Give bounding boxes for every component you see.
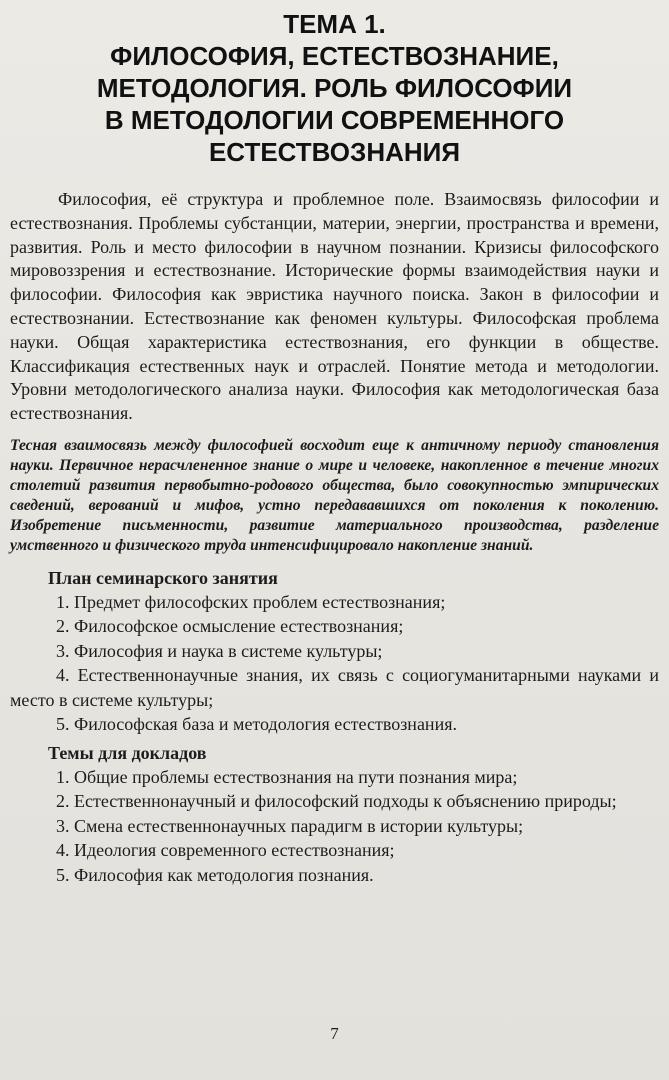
report-topics-heading: Темы для докладов — [48, 742, 207, 763]
report-topic-item: 3. Смена естественнонаучных парадигм в истории культуры; — [56, 815, 524, 836]
report-topics-list — [10, 765, 659, 888]
title-line: ЕСТЕСТВОЗНАНИЯ — [208, 137, 461, 167]
seminar-plan-item: 5. Философская база и методология естествознания. — [56, 714, 457, 735]
report-topic-item: 4. Идеология современного естествознания; — [56, 840, 395, 861]
title-line: МЕТОДОЛОГИЯ. РОЛЬ ФИЛОСОФИИ — [96, 73, 573, 103]
topic-summary-paragraph: Философия, её структура и проблемное поле. Взаимосвязь философии и естествознания. Проблемы субстанции, материи, энергии, пространства и времени, развития. Роль и место философии в научном познании. Кризисы философского мировоззрения и естествознание. Исторические формы взаимодействия науки и философии. Философия как эвристика научного поиска. Закон в философии и естествознании. Естествознание как феномен культуры. Философская проблема науки. Общая характеристика естествознания, его функции в обществе. Классификация естественных наук и отраслей. Понятие метода и методологии. Уровни методологического анализа науки. Философия как методологическая база естествознания. — [10, 189, 659, 424]
title-line: В МЕТОДОЛОГИИ СОВРЕМЕННОГО — [104, 105, 565, 135]
report-topic-item: 5. Философия как методология познания. — [56, 864, 374, 885]
seminar-plan-item: 1. Предмет философских проблем естествознания; — [56, 591, 446, 612]
chapter-title — [10, 8, 659, 168]
title-line: ФИЛОСОФИЯ, ЕСТЕСТВОЗНАНИЕ, — [110, 41, 559, 71]
report-topic-item: 2. Естественнонаучный и философский подходы к объяснению природы; — [56, 791, 617, 812]
title-line: ТЕМА 1. — [283, 9, 386, 39]
seminar-plan-item: 2. Философское осмысление естествознания; — [56, 616, 404, 637]
seminar-plan-heading: План семинарского занятия — [48, 567, 278, 588]
emphasized-paragraph: Тесная взаимосвязь между философией восходит еще к античному периоду становления науки. Первичное нерасчлененное знание о мире и человеке, накопленное в течение многих столетий развития первобытно-родового общества, было совокупностью эмпирических сведений, верований и мифов, устно передававшихся от поколения к поколению. Изобретение письменности, развитие материального производства, разделение умственного и физического труда интенсифицировало накопление знаний. — [10, 436, 659, 554]
seminar-plan-list — [10, 590, 659, 737]
page-number: 7 — [330, 1024, 339, 1043]
seminar-plan-item: 4. Естественнонаучные знания, их связь с социогуманитарными науками и место в системе культуры; — [10, 665, 659, 710]
seminar-plan-item: 3. Философия и наука в системе культуры; — [56, 640, 383, 661]
report-topic-item: 1. Общие проблемы естествознания на пути познания мира; — [56, 766, 518, 787]
